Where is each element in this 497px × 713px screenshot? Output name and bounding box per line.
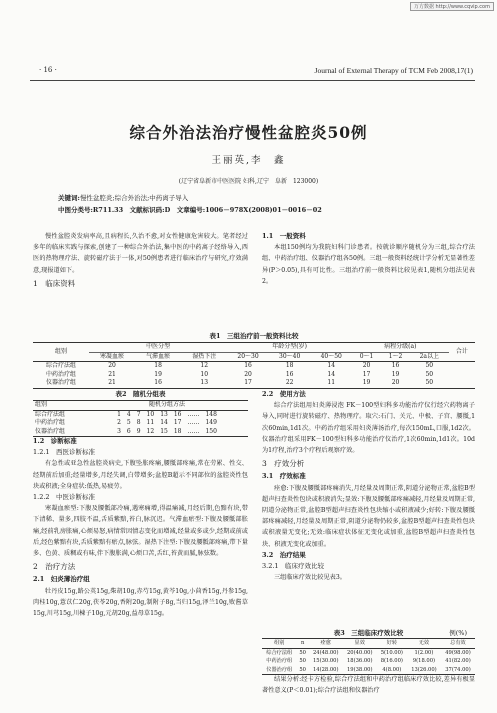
subsection-heading: 2.1 妇炎薄治疗组 xyxy=(33,575,90,584)
table-cell: 仪器治疗组 xyxy=(35,427,66,435)
subsection-heading: 1.2.2 中医诊断标准 xyxy=(33,493,96,502)
table-cell: 中药治疗组 xyxy=(45,370,76,378)
table1-subheader: 2a以上 xyxy=(419,352,440,360)
table3 xyxy=(262,638,475,675)
table-cell: 12 xyxy=(200,362,209,369)
table2-caption: 表2 随机分组表 xyxy=(115,390,166,398)
authors: 王丽英,李 鑫 xyxy=(211,155,286,166)
table-cell: 20 xyxy=(108,362,116,369)
table-row xyxy=(33,371,475,380)
table-cell: 13 xyxy=(200,379,209,386)
table-cell: 20(40.00) xyxy=(346,649,373,656)
article-title: 综合外治法治疗慢性盆腔炎50例 xyxy=(129,123,368,142)
table-cell: 50 xyxy=(299,666,306,673)
western-diagnosis-paragraph: 有急性或亚急性盆腔炎病史,下腹坠胀疼痛,腰骶部疼痛,常在劳累、性交、经期前后加重;经量增多,月经失调,白带增多;盆腔B超示不同部位的盆腔炎性包块或积液;全身症状:低热,易疲劳。 xyxy=(33,460,248,490)
table-cell: 5(10.00) xyxy=(380,649,403,656)
conclusion-paragraph: 结果分析:经卡方检验,综合疗法组和中药治疗组临床疗效比较,差异有极显著性意义(P＜0.01);综合疗法组和仪器治疗 xyxy=(262,676,475,695)
subsection-heading: 1.1 一般资料 xyxy=(262,232,306,240)
table-cell: 仪器治疗组 xyxy=(266,666,293,673)
keywords-label: 关键词: xyxy=(58,194,80,202)
table-cell: 9(18.00) xyxy=(412,658,436,664)
table-row xyxy=(33,410,248,419)
table-cell: 19 xyxy=(391,370,400,378)
table1-subheader: 30～40 xyxy=(279,352,301,360)
table-cell: 20 xyxy=(391,379,400,386)
table-cell: 17 xyxy=(244,379,252,386)
table3-header: 痊愈 xyxy=(320,640,331,646)
table2-header: 组别 xyxy=(35,401,48,408)
table-cell: 14 xyxy=(327,362,336,369)
table-cell: 41(82.00) xyxy=(445,658,471,664)
table2 xyxy=(33,400,248,437)
table3-header: 显效 xyxy=(354,640,365,646)
table-cell: 17 xyxy=(362,370,371,378)
subsection-heading: 3.2.1 临床疗效比较 xyxy=(262,562,325,571)
table-cell: 20 xyxy=(244,370,252,378)
table-cell: 综合疗法组 xyxy=(266,649,293,656)
methods-column xyxy=(262,389,475,583)
table-cell: 16 xyxy=(391,362,400,369)
table1-header: 组别 xyxy=(54,347,67,355)
keywords: 慢性盆腔炎;综合外治法;中药离子导入 xyxy=(79,194,189,202)
section-heading: 3 疗效分析 xyxy=(262,459,305,469)
subsection-heading: 2.2 使用方法 xyxy=(262,390,306,398)
journal-name: Journal of External Therapy of TCM Feb 2008,17(1) xyxy=(314,66,473,75)
table-row xyxy=(33,362,475,371)
table-cell: 15(30.00) xyxy=(312,658,339,664)
subsection-heading: 3.2 治疗结果 xyxy=(262,550,306,559)
table-cell: 8(16.00) xyxy=(380,658,403,664)
table-cell: 18(36.00) xyxy=(346,658,373,664)
table-cell: 19 xyxy=(154,370,162,378)
table1-header: 年龄分型(岁) xyxy=(272,343,307,350)
table-cell: 3 6 9 12 15 18 …… 150 xyxy=(117,427,217,435)
table-cell: 21 xyxy=(108,379,116,386)
table-cell: 20 xyxy=(362,362,371,369)
table-cell: 18 xyxy=(285,362,294,369)
table-cell: 21 xyxy=(108,370,116,378)
table3-caption-row xyxy=(262,628,475,637)
table-cell: 14(28.00) xyxy=(312,666,339,673)
table-cell: 18 xyxy=(154,362,162,369)
table1-caption: 表1 三组治疗前一般资料比较 xyxy=(209,332,299,340)
table1-header: 病程分级(a) xyxy=(384,343,417,350)
table1-subheader: 20～30 xyxy=(237,352,259,360)
table-row xyxy=(262,648,475,657)
classification-line: 中图分类号:R711.33 文献标识码:D 文章编号:1006－978X(2008)01－0016－02 xyxy=(58,206,322,214)
table-cell: 49(98.00) xyxy=(445,649,471,656)
table3-header: 好转 xyxy=(386,640,398,646)
table-cell: 50 xyxy=(425,370,434,378)
table-cell: 37(74.00) xyxy=(445,666,471,673)
section-heading: 2 治疗方法 xyxy=(33,562,76,572)
table-cell: 4(8.00) xyxy=(382,666,402,673)
table-cell: 11 xyxy=(327,379,336,386)
intro-column xyxy=(33,231,248,291)
table1-subheader: 1～2 xyxy=(388,352,403,360)
intro-paragraph: 慢性盆腔炎发病率高,且病程长,久治不愈,对女性健康危害较大。笔者经过多年的临床实践与探索,创建了一种综合外治法,集中医的中药离子经络导入,西医的热物理疗法、旋转磁疗法于一体,对50例患者进行临床治疗与研究,疗效满意,现报道如下。 xyxy=(33,233,248,274)
conclusion-column xyxy=(262,674,475,696)
table-cell: 中药治疗组 xyxy=(266,658,293,664)
table-cell: 16 xyxy=(244,362,252,369)
table-cell: 仪器治疗组 xyxy=(45,379,76,386)
table3-caption: 表3 三组临床疗效比较 xyxy=(333,629,404,637)
table3-header: 总有效 xyxy=(450,640,466,646)
table3-header: 组别 xyxy=(274,640,285,646)
criteria-paragraph: 痊愈:下腹及腰骶部疼痛消失,月经量及周期正常,阴道分泌物正常,盆腔B型超声扫查炎性包块或积液消失;显效:下腹及腰骶部疼痛减轻,月经量及周期正常,阴道分泌物正常,盆腔B型超声扫查炎性包块缩小或积液减少;好转:下腹及腰骶部疼痛减轻,月经量及周期正常,阴道分泌物仍较多,盆腔B型超声扫查炎性包块或积液量无变化;无效:临床症状体征无变化或加重,盆腔B型超声扫查炎性包块、积液无变化或加重。 xyxy=(262,484,475,548)
general-data-paragraph: 本组150例均为我院妇科门诊患者。按就诊顺序随机分为三组,综合疗法组、中药治疗组、仪器治疗组各50例。三组一般资料经统计学分析无显著性差异(P＞0.05),具有可比性。三组治疗前一般资料比较见表1,随机分组法见表2。 xyxy=(262,244,475,285)
table-cell: 50 xyxy=(299,658,306,664)
general-data-column xyxy=(262,231,475,287)
subsection-heading: 1.2 诊断标准 xyxy=(33,437,77,445)
table1-subheader: 0～1 xyxy=(359,352,374,360)
page-number: · 16 · xyxy=(39,66,57,74)
running-header xyxy=(33,66,473,79)
table-cell: 1 4 7 10 13 16 …… 148 xyxy=(117,410,217,418)
table1-subheader: 湿热下注 xyxy=(192,352,217,360)
table-cell: 16 xyxy=(285,370,294,378)
table-cell: 19(38.00) xyxy=(346,666,373,673)
diagnosis-column xyxy=(33,436,248,619)
table-cell: 22 xyxy=(285,379,294,386)
section-heading: 1 临床资料 xyxy=(33,278,76,288)
subsection-heading: 1.2.1 西医诊断标准 xyxy=(33,448,96,457)
results-paragraph: 三组临床疗效比较见表3。 xyxy=(274,574,346,582)
table3-unit: 例(%) xyxy=(449,629,467,637)
table-cell: 中药治疗组 xyxy=(35,419,66,426)
table-cell: 综合疗法组 xyxy=(45,362,76,369)
table-cell: 19 xyxy=(362,379,371,386)
table-cell: 综合疗法组 xyxy=(35,410,66,418)
table-cell: 50 xyxy=(299,649,306,656)
subsection-heading: 3.1 疗效标准 xyxy=(262,472,306,481)
table-cell: 13(26.00) xyxy=(411,666,437,673)
table1-subheader: 40～50 xyxy=(320,352,342,360)
table-row xyxy=(33,379,475,388)
table-cell: 24(48.00) xyxy=(312,649,339,656)
table-cell: 1(2.00) xyxy=(414,649,434,656)
table-cell: 14 xyxy=(327,370,336,378)
table1-header: 中医分型 xyxy=(146,343,171,350)
table-cell: 2 5 8 11 14 17 …… 149 xyxy=(117,419,217,426)
table1 xyxy=(33,342,475,389)
affiliation: (辽宁省阜新市中医医院 妇科,辽宁 阜新 123000) xyxy=(178,178,319,185)
tcm-diagnosis-paragraph: 寒凝血瘀型:下腹及腰骶部冷痛,遇寒痛增,得温痛减,月经后期,色黯有块,带下清稀、量多,四肢不温,舌质紫黯,苔白,脉沉迟。气滞血瘀型:下腹及腰骶部胀痛,经前乳房胀痛,心烦易怒,病情常因情志变化而增减,经量或多或少,经期或前或后,经色紫黯有块,舌质紫黯有瘀点,脉弦。湿热下注型:下腹及腰骶部疼痛,带下量多、色黄、质稠或有味,伴下腹胀满,心烦口苦,舌红,苔黄而腻,脉弦数。 xyxy=(33,505,248,558)
usage-paragraph: 综合疗法组用妇炎薄浸泡 FK－100型妇科多功能治疗仪行经穴药物离子导入,同时进行旋转磁疗、热物理疗。取穴:石门、关元、中极、子宫、腰骶,1次60min,1d1次。中药治疗组采用妇炎薄汤治疗,每次150mL,口服,1d2次。仪器治疗组采用FK－100型妇科多功能治疗仪治疗,1次60min,1d1次。10d为1疗程,治疗3个疗程后观察疗效。 xyxy=(262,402,475,455)
table-cell: 10 xyxy=(200,370,209,378)
keywords-line xyxy=(58,193,188,202)
table-cell: 16 xyxy=(154,379,162,386)
table2-header: 随机分组方法 xyxy=(149,401,186,408)
table1-header: 合计 xyxy=(455,347,468,355)
prescription-paragraph: 牡丹皮15g,路公英15g,柴胡10g,赤芍15g,黄芩10g,小茴香15g,丹参15g,肉桂10g,薏苡仁20g,茯苓20g,香附20g,制附子8g,当归15g,泽兰10g,败酱草15g,川芎15g,川楝子10g,元胡20g,益母草15g。 xyxy=(33,587,248,618)
table1-subheader: 气滞血瘀 xyxy=(146,352,171,360)
table-row xyxy=(262,657,475,666)
table3-header: 无效 xyxy=(418,640,430,646)
watermark-stamp: 万方数据 http://www.cqvip.com xyxy=(410,2,494,11)
table-cell: 50 xyxy=(425,362,434,369)
table-row xyxy=(33,419,248,428)
table3-header: n xyxy=(300,640,305,646)
table1-subheader: 寒凝血瘀 xyxy=(100,352,125,360)
table-cell: 50 xyxy=(425,379,434,386)
header-rule xyxy=(30,80,475,81)
